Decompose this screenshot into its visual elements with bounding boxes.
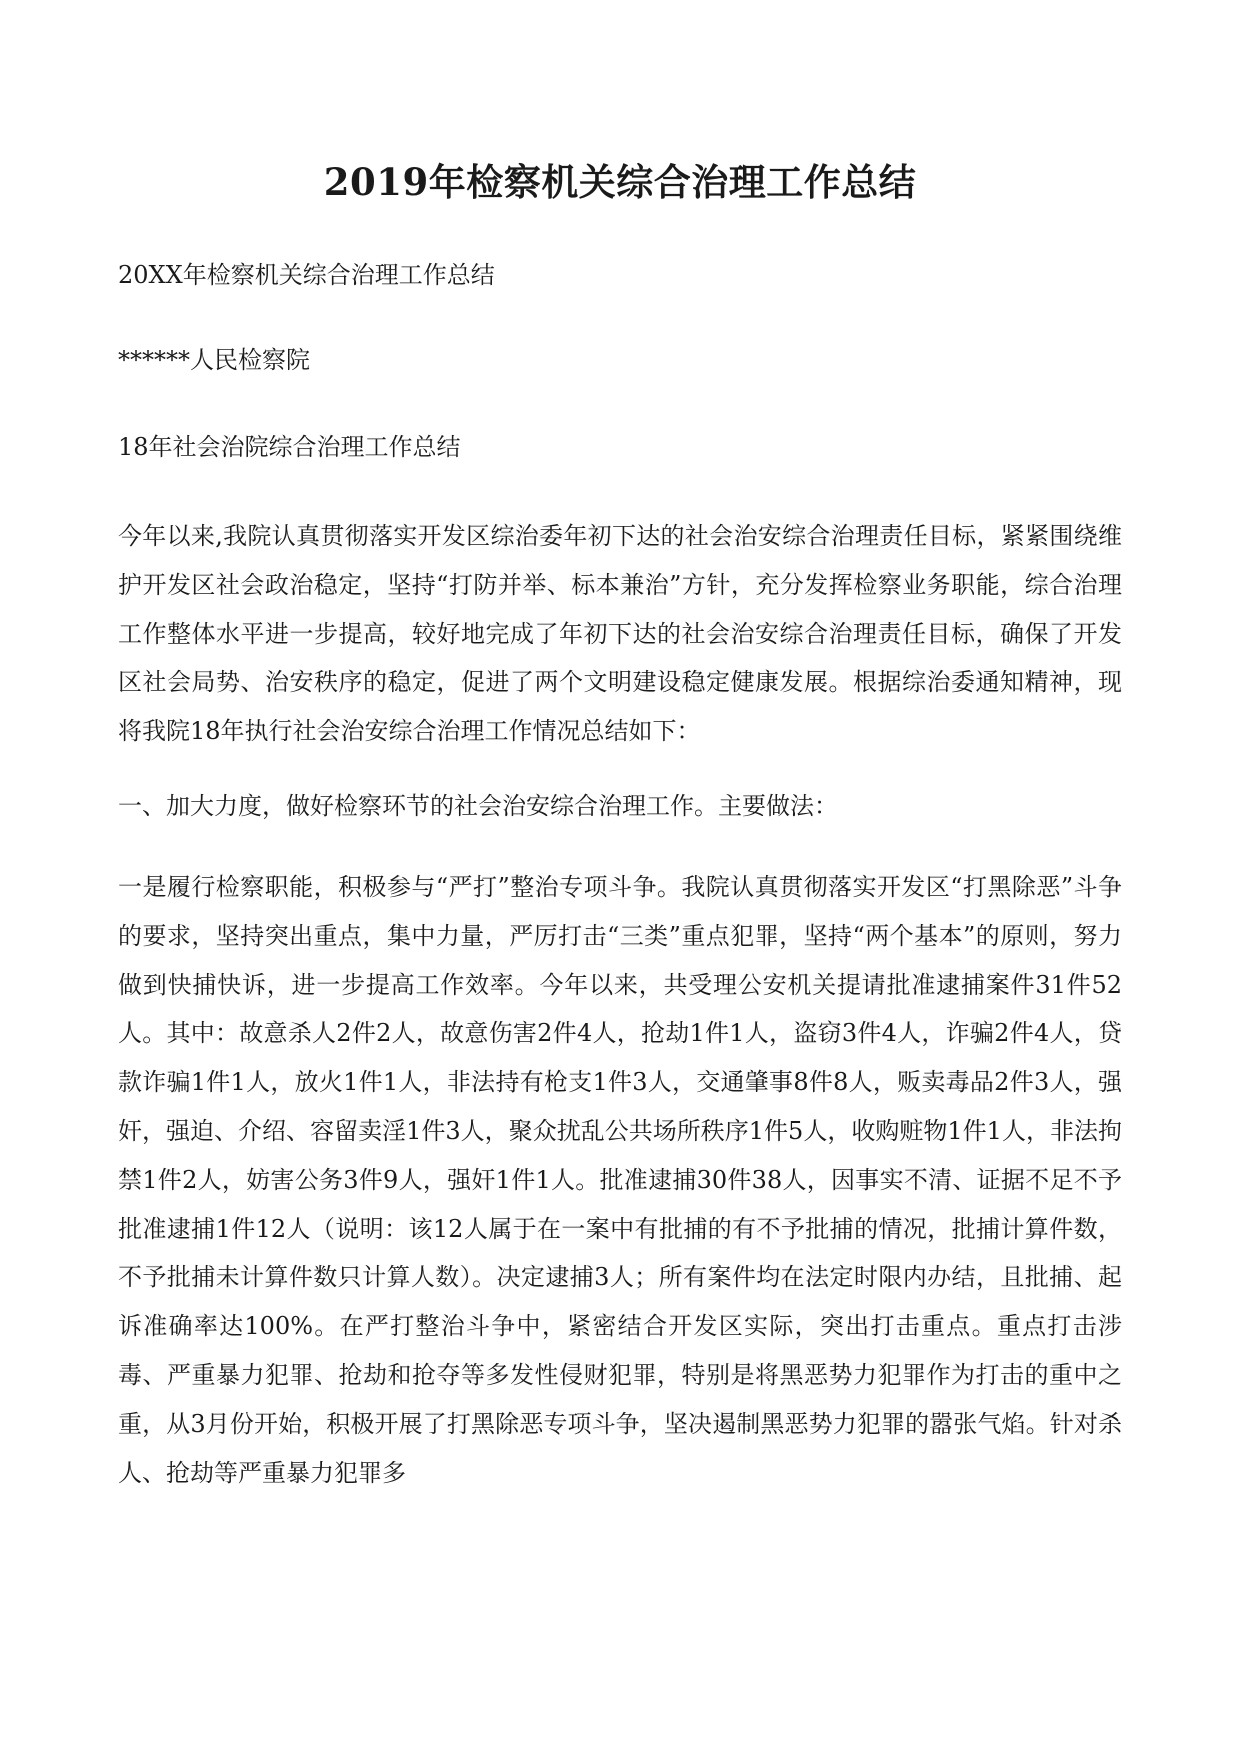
intro-paragraph: 今年以来,我院认真贯彻落实开发区综治委年初下达的社会治安综合治理责任目标，紧紧围绕维护开发区社会政治稳定，坚持“打防并举、标本兼治”方针，充分发挥检察业务职能，综合治理工作整体水平进一步提高，较好地完成了年初下达的社会治安综合治理责任目标，确保了开发区社会局势、治安秩序的稳定，促进了两个文明建设稳定健康发展。根据综治委通知精神，现将我院18年执行社会治安综合治理工作情况总结如下：: [118, 522, 1122, 746]
document-subtitle: 20XX年检察机关综合治理工作总结: [118, 261, 495, 289]
section-title: 18年社会治院综合治理工作总结: [118, 433, 461, 461]
organization-name: ******人民检察院: [118, 346, 310, 374]
document-title: 2019年检察机关综合治理工作总结: [323, 160, 917, 204]
body-paragraph: 一是履行检察职能，积极参与“严打”整治专项斗争。我院认真贯彻落实开发区“打黑除恶”斗争的要求，坚持突出重点，集中力量，严厉打击“三类”重点犯罪，坚持“两个基本”的原则，努力做到快捕快诉，进一步提高工作效率。今年以来，共受理公安机关提请批准逮捕案件31件52人。其中：故意杀人2件2人，故意伤害2件4人，抢劫1件1人，盗窃3件4人，诈骗2件4人，贷款诈骗1件1人，放火1件1人，非法持有枪支1件3人，交通肇事8件8人，贩卖毒品2件3人，强奸，强迫、介绍、容留卖淫1件3人，聚众扰乱公共场所秩序1件5人，收购赃物1件1人，非法拘禁1件2人，妨害公务3件9人，强奸1件1人。批准逮捕30件38人，因事实不清、证据不足不予批准逮捕1件12人（说明：该12人属于在一案中有批捕的有不予批捕的情况，批捕计算件数，不予批捕未计算件数只计算人数）。决定逮捕3人；所有案件均在法定时限内办结，且批捕、起诉准确率达100%。在严打整治斗争中，紧密结合开发区实际，突出打击重点。重点打击涉毒、严重暴力犯罪、抢劫和抢夺等多发性侵财犯罪，特别是将黑恶势力犯罪作为打击的重中之重，从3月份开始，积极开展了打黑除恶专项斗争，坚决遏制黑恶势力犯罪的嚣张气焰。针对杀人、抢劫等严重暴力犯罪多: [118, 873, 1122, 1487]
section-heading-one: 一、加大力度，做好检察环节的社会治安综合治理工作。主要做法：: [118, 792, 838, 820]
